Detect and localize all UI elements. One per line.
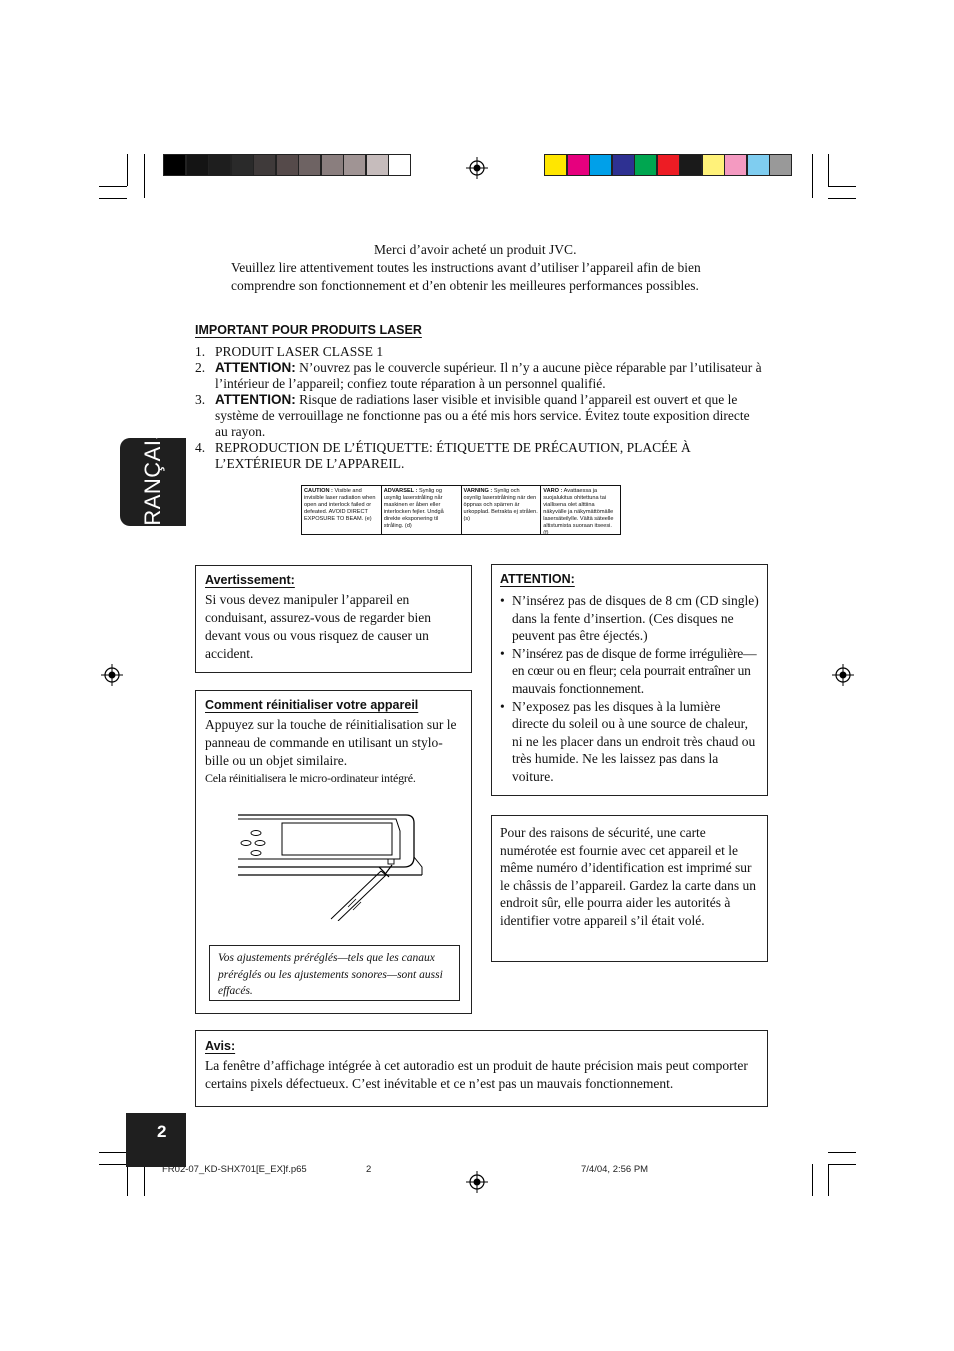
reset-note: Cela réinitialisera le micro-ordinateur intégré. [205,771,416,785]
color-swatch [544,154,567,176]
intro-line-2: Veuillez lire attentivement toutes les instructions avant d’utiliser l’appareil afin de bien [231,260,701,275]
reset-box [195,690,472,1014]
reset-text: Appuyez sur la touche de réinitialisation sur le panneau de commande en utilisant un stylo-bille ou un objet similaire. [205,717,457,768]
color-swatch [679,154,702,176]
intro-line-1: Merci d’avoir acheté un produit JVC. [374,242,577,257]
car-stereo-reset-illustration [236,809,426,921]
gray-swatch [276,154,299,176]
language-tab [120,424,186,540]
color-swatch [702,154,725,176]
laser-item: 1. PRODUIT LASER CLASSE 1 [195,344,384,359]
intro-text [231,241,751,295]
page-number-tab [126,1113,186,1167]
caution-label [301,485,621,535]
list-item: • N’insérez pas de disque de forme irrégulière—en cœur ou en fleur; cela pourrait entraîner un mauvais fonctionnement. [500,645,759,698]
footer-page: 2 [366,1164,372,1175]
registration-mark-icon [466,157,488,179]
color-swatch [589,154,612,176]
avis-text: La fenêtre d’affichage intégrée à cet autoradio est un produit de haute précision mais peut comporter certains pixels défectueux. C’est inévitable et ce n’est pas un mauvais fonctionnement. [205,1058,748,1091]
laser-item: 2. ATTENTION: N’ouvrez pas le couvercle supérieur. Il n’y a aucune pièce réparable par l’utilisateur à l’intérieur de l’appareil; confiez toute réparation à un personnel qualifié. [195,360,762,391]
registration-mark-icon [832,664,854,686]
preset-note-text: Vos ajustements préréglés—tels que les canaux préréglés ou les ajustements sonores—sont aussi effacés. [218,952,443,997]
avertissement-box [195,565,472,673]
list-item: • N’insérez pas de disques de 8 cm (CD single) dans la fente d’insertion. (Ces disques ne peuvent pas être éjectés.) [500,592,759,645]
avis-heading: Avis: [205,1039,236,1053]
gray-swatch [231,154,254,176]
color-swatch [769,154,792,176]
gray-swatch [208,154,231,176]
attention-heading: ATTENTION: [500,572,575,586]
gray-swatch [163,154,186,176]
avis-box [195,1030,768,1107]
laser-list [195,344,765,472]
gray-swatch [366,154,389,176]
security-box [491,815,768,962]
intro-line-3: comprendre son fonctionnement et d’en obtenir les meilleures performances possibles. [231,278,699,293]
registration-mark-icon [101,664,123,686]
caution-label-cell: VARO : Avattaessa ja suojalukitus ohitettuna tai viallisena olet alttiina näkyvälle ja näkymättömälle lasersäteilylle. Vältä säteelle altistumista suoraan itseesi. (f) [543,488,614,534]
laser-item: 3. ATTENTION: Risque de radiations laser visible et invisible quand l’appareil est ouvert et que le système de verrouillage ne fonctionne pas ou a été mis hors service. Évitez toute exposition directe au rayon. [195,392,750,439]
color-swatch [612,154,635,176]
gray-swatch [343,154,366,176]
gray-swatch [298,154,321,176]
color-swatch [567,154,590,176]
footer-date: 7/4/04, 2:56 PM [581,1164,649,1175]
caution-label-cell: VARNING : Synlig och osynlig laserstrålning när den öppnas och spärren är urkopplad. Betrakta ej strålen. (s) [462,486,542,534]
list-item: • N’exposez pas les disques à la lumière directe du soleil ou à une source de chaleur, ni ne les placer dans un endroit très chaud ou très humide. Ne les laissez pas dans la voiture. [500,698,759,786]
color-swatch [634,154,657,176]
security-text: Pour des raisons de sécurité, une carte numérotée est fournie avec cet appareil et le même numéro d’identification est imprimé sur le châssis de l’appareil. Gardez la carte dans un endroit sûr, elle pourra aider les autorités à identifier votre appareil s’il était volé. [500,825,757,928]
page-number: 2 [157,1122,167,1141]
caution-label-cell: CAUTION : Visible and invisible laser radiation when open and interlock failed or defeated. AVOID DIRECT EXPOSURE TO BEAM. (e) [302,486,382,534]
color-swatch [747,154,770,176]
footer-filename: FR02-07_KD-SHX701[E_EX]f.p65 [162,1164,307,1175]
color-swatch [657,154,680,176]
avertissement-text: Si vous devez manipuler l’appareil en conduisant, assurez-vous de regarder bien devant vous ou vous risquez de causer un accident. [205,592,432,661]
laser-item: 4. REPRODUCTION DE L’ÉTIQUETTE: ÉTIQUETTE DE PRÉCAUTION, PLACÉE À L’EXTÉRIEUR DE L’APPAREIL. [195,440,691,471]
attention-box [491,564,768,796]
attention-list [500,592,759,786]
gray-swatch [186,154,209,176]
gray-swatch [253,154,276,176]
registration-mark-icon [466,1171,488,1193]
avertissement-heading: Avertissement: [205,573,295,587]
language-tab-label: FRANÇAIS [140,424,165,540]
preset-note-box [209,945,460,1001]
laser-heading: IMPORTANT POUR PRODUITS LASER [195,323,422,337]
color-swatch [724,154,747,176]
gray-swatch [388,154,411,176]
reset-heading: Comment réinitialiser votre appareil [205,698,419,712]
caution-label-cell: ADVARSEL : Synlig og usynlig laserstråling når maskinen er åben eller interlocken fejler. Undgå direkte eksponering til stråling. (d) [382,486,462,534]
gray-swatch [321,154,344,176]
